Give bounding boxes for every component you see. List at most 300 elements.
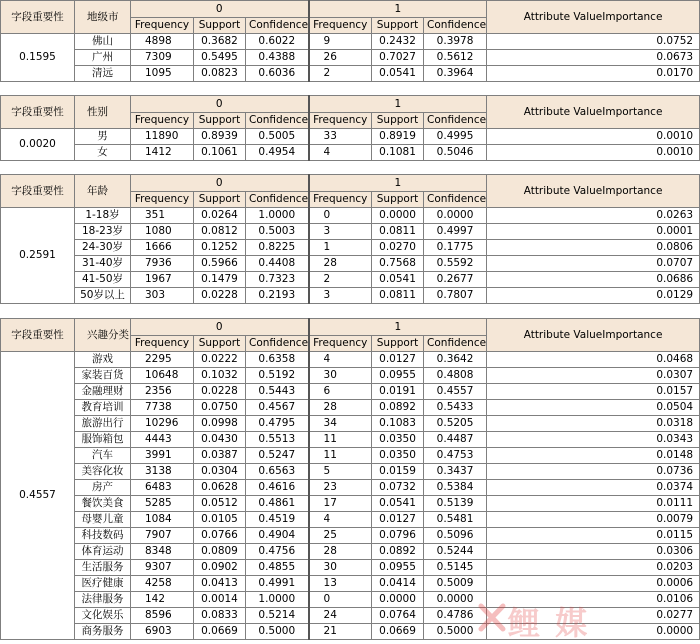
freq-1: 25 (309, 528, 372, 544)
category-label: 24-30岁 (75, 240, 131, 256)
confidence-0: 0.6036 (246, 66, 309, 82)
freq-1: 2 (309, 66, 372, 82)
frequency-header: Frequency (131, 192, 194, 208)
header-row (1, 319, 700, 336)
support-0: 0.0512 (194, 496, 246, 512)
support-0: 0.0766 (194, 528, 246, 544)
confidence-0: 0.4954 (246, 145, 309, 161)
freq-1: 3 (309, 224, 372, 240)
freq-1: 33 (309, 129, 372, 145)
support-0: 0.0628 (194, 480, 246, 496)
category-label: 50岁以上 (75, 288, 131, 304)
freq-0: 8596 (131, 608, 194, 624)
support-header: Support (194, 113, 246, 129)
support-1: 0.0669 (372, 624, 424, 640)
confidence-1: 0.5046 (424, 145, 487, 161)
attr-importance-value: 0.0111 (487, 496, 700, 512)
category-label: 家装百货 (75, 368, 131, 384)
freq-0: 3138 (131, 464, 194, 480)
support-0: 0.0014 (194, 592, 246, 608)
table-row (1, 560, 700, 576)
support-1: 0.0955 (372, 368, 424, 384)
freq-0: 2295 (131, 352, 194, 368)
confidence-1: 0.4753 (424, 448, 487, 464)
table-row (1, 368, 700, 384)
table-1 (0, 0, 700, 82)
support-1: 0.0892 (372, 544, 424, 560)
table-row (1, 576, 700, 592)
support-0: 0.0228 (194, 288, 246, 304)
freq-0: 7907 (131, 528, 194, 544)
attr-importance-header: Attribute ValueImportance (487, 96, 700, 129)
group-0-header: 0 (131, 96, 309, 113)
confidence-1: 0.5009 (424, 576, 487, 592)
freq-1: 4 (309, 145, 372, 161)
support-1: 0.0270 (372, 240, 424, 256)
table-row (1, 512, 700, 528)
confidence-0: 1.0000 (246, 592, 309, 608)
confidence-1: 0.2677 (424, 272, 487, 288)
freq-1: 13 (309, 576, 372, 592)
confidence-header: Confidence (246, 113, 309, 129)
freq-0: 1967 (131, 272, 194, 288)
confidence-0: 0.6358 (246, 352, 309, 368)
support-1: 0.0541 (372, 272, 424, 288)
support-1: 0.7027 (372, 50, 424, 66)
confidence-1: 0.1775 (424, 240, 487, 256)
attr-importance-value: 0.0673 (487, 50, 700, 66)
freq-0: 6483 (131, 480, 194, 496)
freq-0: 4443 (131, 432, 194, 448)
support-1: 0.0159 (372, 464, 424, 480)
support-header: Support (372, 336, 424, 352)
table-row (1, 145, 700, 161)
freq-0: 1084 (131, 512, 194, 528)
freq-1: 11 (309, 432, 372, 448)
table-row (1, 448, 700, 464)
frequency-header: Frequency (309, 192, 372, 208)
confidence-0: 0.4904 (246, 528, 309, 544)
attr-importance-value: 0.0106 (487, 592, 700, 608)
support-0: 0.0750 (194, 400, 246, 416)
group-1-header: 1 (309, 319, 487, 336)
table-3 (0, 174, 700, 304)
importance-header: 字段重要性 (1, 319, 75, 352)
support-1: 0.0892 (372, 400, 424, 416)
support-1: 0.0191 (372, 384, 424, 400)
attr-importance-value: 0.0170 (487, 66, 700, 82)
confidence-0: 0.4567 (246, 400, 309, 416)
support-0: 0.0833 (194, 608, 246, 624)
category-label: 旅游出行 (75, 416, 131, 432)
attr-importance-value: 0.0736 (487, 464, 700, 480)
header-row (1, 1, 700, 18)
category-label: 科技数码 (75, 528, 131, 544)
support-0: 0.3682 (194, 34, 246, 50)
table-row (1, 464, 700, 480)
support-0: 0.0812 (194, 224, 246, 240)
freq-0: 9307 (131, 560, 194, 576)
category-label: 31-40岁 (75, 256, 131, 272)
category-label: 法律服务 (75, 592, 131, 608)
freq-1: 5 (309, 464, 372, 480)
category-label: 18-23岁 (75, 224, 131, 240)
confidence-1: 0.5205 (424, 416, 487, 432)
support-1: 0.0127 (372, 512, 424, 528)
freq-0: 8348 (131, 544, 194, 560)
confidence-1: 0.4997 (424, 224, 487, 240)
category-label: 1-18岁 (75, 208, 131, 224)
confidence-1: 0.0000 (424, 208, 487, 224)
table-row (1, 432, 700, 448)
support-1: 0.0811 (372, 224, 424, 240)
confidence-1: 0.4557 (424, 384, 487, 400)
confidence-0: 0.4616 (246, 480, 309, 496)
freq-1: 9 (309, 34, 372, 50)
support-0: 0.1479 (194, 272, 246, 288)
confidence-1: 0.3964 (424, 66, 487, 82)
support-1: 0.2432 (372, 34, 424, 50)
confidence-0: 0.2193 (246, 288, 309, 304)
confidence-header: Confidence (424, 336, 487, 352)
freq-0: 7936 (131, 256, 194, 272)
freq-1: 30 (309, 368, 372, 384)
category-label: 女 (75, 145, 131, 161)
field-name-header: 兴趣分类 (75, 319, 131, 352)
header-row (1, 96, 700, 113)
category-label: 餐饮美食 (75, 496, 131, 512)
table-row (1, 50, 700, 66)
attr-importance-value: 0.0000 (487, 624, 700, 640)
support-1: 0.0350 (372, 448, 424, 464)
table-row (1, 129, 700, 145)
confidence-0: 1.0000 (246, 208, 309, 224)
confidence-1: 0.3642 (424, 352, 487, 368)
freq-0: 3991 (131, 448, 194, 464)
group-0-header: 0 (131, 1, 309, 18)
table-row (1, 224, 700, 240)
freq-1: 23 (309, 480, 372, 496)
confidence-1: 0.5592 (424, 256, 487, 272)
attr-importance-value: 0.0010 (487, 129, 700, 145)
support-1: 0.0764 (372, 608, 424, 624)
support-1: 0.0000 (372, 592, 424, 608)
table-row (1, 480, 700, 496)
attr-importance-value: 0.0468 (487, 352, 700, 368)
freq-0: 1666 (131, 240, 194, 256)
table-row (1, 34, 700, 50)
support-0: 0.0998 (194, 416, 246, 432)
attr-importance-value: 0.0374 (487, 480, 700, 496)
attr-importance-value: 0.0129 (487, 288, 700, 304)
confidence-0: 0.5247 (246, 448, 309, 464)
category-label: 金融理财 (75, 384, 131, 400)
attr-importance-value: 0.0001 (487, 224, 700, 240)
confidence-0: 0.5192 (246, 368, 309, 384)
confidence-1: 0.5612 (424, 50, 487, 66)
support-1: 0.0732 (372, 480, 424, 496)
table-row (1, 352, 700, 368)
confidence-0: 0.4855 (246, 560, 309, 576)
freq-0: 7309 (131, 50, 194, 66)
confidence-1: 0.3978 (424, 34, 487, 50)
attr-importance-value: 0.0343 (487, 432, 700, 448)
support-0: 0.0823 (194, 66, 246, 82)
support-0: 0.0413 (194, 576, 246, 592)
field-name-header: 地级市 (75, 1, 131, 34)
confidence-0: 0.4991 (246, 576, 309, 592)
confidence-0: 0.6022 (246, 34, 309, 50)
frequency-header: Frequency (131, 18, 194, 34)
attr-importance-value: 0.0707 (487, 256, 700, 272)
freq-0: 10296 (131, 416, 194, 432)
confidence-1: 0.5481 (424, 512, 487, 528)
freq-1: 0 (309, 592, 372, 608)
freq-1: 28 (309, 544, 372, 560)
freq-1: 2 (309, 272, 372, 288)
group-1-header: 1 (309, 96, 487, 113)
confidence-1: 0.4487 (424, 432, 487, 448)
confidence-header: Confidence (424, 18, 487, 34)
frequency-header: Frequency (131, 113, 194, 129)
table-row (1, 592, 700, 608)
confidence-1: 0.5000 (424, 624, 487, 640)
frequency-header: Frequency (131, 336, 194, 352)
field-name-header: 年龄 (75, 175, 131, 208)
attr-importance-value: 0.0079 (487, 512, 700, 528)
attr-importance-value: 0.0115 (487, 528, 700, 544)
support-0: 0.0105 (194, 512, 246, 528)
importance-header: 字段重要性 (1, 1, 75, 34)
attr-importance-value: 0.0306 (487, 544, 700, 560)
support-0: 0.0430 (194, 432, 246, 448)
freq-0: 4898 (131, 34, 194, 50)
support-1: 0.7568 (372, 256, 424, 272)
freq-0: 4258 (131, 576, 194, 592)
table-row (1, 544, 700, 560)
support-0: 0.1061 (194, 145, 246, 161)
category-label: 教育培训 (75, 400, 131, 416)
table-row (1, 608, 700, 624)
support-header: Support (194, 192, 246, 208)
category-label: 医疗健康 (75, 576, 131, 592)
confidence-header: Confidence (246, 192, 309, 208)
support-0: 0.0669 (194, 624, 246, 640)
support-0: 0.0387 (194, 448, 246, 464)
freq-1: 11 (309, 448, 372, 464)
confidence-0: 0.4388 (246, 50, 309, 66)
category-label: 汽车 (75, 448, 131, 464)
frequency-header: Frequency (309, 336, 372, 352)
confidence-header: Confidence (424, 113, 487, 129)
category-label: 41-50岁 (75, 272, 131, 288)
freq-0: 142 (131, 592, 194, 608)
category-label: 生活服务 (75, 560, 131, 576)
freq-1: 1 (309, 240, 372, 256)
category-label: 美容化妆 (75, 464, 131, 480)
confidence-0: 0.5003 (246, 224, 309, 240)
confidence-0: 0.4408 (246, 256, 309, 272)
confidence-1: 0.7807 (424, 288, 487, 304)
confidence-1: 0.5139 (424, 496, 487, 512)
table-row (1, 624, 700, 640)
freq-1: 28 (309, 400, 372, 416)
support-0: 0.0264 (194, 208, 246, 224)
category-label: 母婴儿童 (75, 512, 131, 528)
frequency-header: Frequency (309, 113, 372, 129)
table-row (1, 384, 700, 400)
table-row (1, 240, 700, 256)
attr-importance-value: 0.0806 (487, 240, 700, 256)
freq-0: 10648 (131, 368, 194, 384)
frequency-header: Frequency (309, 18, 372, 34)
confidence-0: 0.4861 (246, 496, 309, 512)
category-label: 文化娱乐 (75, 608, 131, 624)
freq-0: 303 (131, 288, 194, 304)
support-0: 0.0902 (194, 560, 246, 576)
support-header: Support (372, 113, 424, 129)
confidence-1: 0.5384 (424, 480, 487, 496)
header-row (1, 175, 700, 192)
category-label: 游戏 (75, 352, 131, 368)
freq-1: 3 (309, 288, 372, 304)
support-0: 0.1032 (194, 368, 246, 384)
confidence-1: 0.0000 (424, 592, 487, 608)
freq-0: 1080 (131, 224, 194, 240)
field-importance-value: 0.4557 (1, 352, 75, 640)
attr-importance-header: Attribute ValueImportance (487, 1, 700, 34)
freq-0: 5285 (131, 496, 194, 512)
support-0: 0.0809 (194, 544, 246, 560)
support-1: 0.0350 (372, 432, 424, 448)
support-1: 0.1083 (372, 416, 424, 432)
confidence-0: 0.4756 (246, 544, 309, 560)
freq-0: 1412 (131, 145, 194, 161)
freq-0: 1095 (131, 66, 194, 82)
freq-0: 351 (131, 208, 194, 224)
table-row (1, 400, 700, 416)
attr-importance-value: 0.0157 (487, 384, 700, 400)
support-1: 0.1081 (372, 145, 424, 161)
support-header: Support (372, 18, 424, 34)
attr-importance-value: 0.0203 (487, 560, 700, 576)
category-label: 佛山 (75, 34, 131, 50)
group-0-header: 0 (131, 175, 309, 192)
freq-1: 4 (309, 512, 372, 528)
attr-importance-value: 0.0307 (487, 368, 700, 384)
confidence-1: 0.4995 (424, 129, 487, 145)
confidence-header: Confidence (246, 18, 309, 34)
attr-importance-value: 0.0263 (487, 208, 700, 224)
attr-importance-header: Attribute ValueImportance (487, 319, 700, 352)
confidence-0: 0.4519 (246, 512, 309, 528)
support-1: 0.0541 (372, 66, 424, 82)
group-1-header: 1 (309, 175, 487, 192)
table-row (1, 416, 700, 432)
table-row (1, 288, 700, 304)
attr-importance-value: 0.0504 (487, 400, 700, 416)
confidence-0: 0.6563 (246, 464, 309, 480)
confidence-0: 0.5000 (246, 624, 309, 640)
confidence-0: 0.5513 (246, 432, 309, 448)
confidence-0: 0.7323 (246, 272, 309, 288)
confidence-1: 0.5244 (424, 544, 487, 560)
watermark-text: 鲤 媒 (508, 604, 590, 642)
category-label: 体育运动 (75, 544, 131, 560)
importance-header: 字段重要性 (1, 175, 75, 208)
importance-header: 字段重要性 (1, 96, 75, 129)
support-0: 0.1252 (194, 240, 246, 256)
confidence-1: 0.5096 (424, 528, 487, 544)
support-header: Support (194, 18, 246, 34)
freq-0: 6903 (131, 624, 194, 640)
support-header: Support (372, 192, 424, 208)
confidence-header: Confidence (246, 336, 309, 352)
table-row (1, 208, 700, 224)
field-name-header: 性别 (75, 96, 131, 129)
support-1: 0.8919 (372, 129, 424, 145)
table-2 (0, 95, 700, 161)
support-1: 0.0811 (372, 288, 424, 304)
confidence-1: 0.3437 (424, 464, 487, 480)
category-label: 商务服务 (75, 624, 131, 640)
group-1-header: 1 (309, 1, 487, 18)
support-1: 0.0955 (372, 560, 424, 576)
freq-1: 0 (309, 208, 372, 224)
attr-importance-value: 0.0006 (487, 576, 700, 592)
attr-importance-value: 0.0277 (487, 608, 700, 624)
support-header: Support (194, 336, 246, 352)
confidence-0: 0.4795 (246, 416, 309, 432)
category-label: 广州 (75, 50, 131, 66)
support-1: 0.0127 (372, 352, 424, 368)
freq-1: 26 (309, 50, 372, 66)
support-0: 0.0228 (194, 384, 246, 400)
attr-importance-value: 0.0010 (487, 145, 700, 161)
category-label: 清远 (75, 66, 131, 82)
freq-1: 34 (309, 416, 372, 432)
support-1: 0.0796 (372, 528, 424, 544)
field-importance-value: 0.0020 (1, 129, 75, 161)
freq-1: 6 (309, 384, 372, 400)
support-0: 0.5966 (194, 256, 246, 272)
freq-1: 17 (309, 496, 372, 512)
table-row (1, 272, 700, 288)
support-1: 0.0541 (372, 496, 424, 512)
attr-importance-value: 0.0686 (487, 272, 700, 288)
confidence-0: 0.5443 (246, 384, 309, 400)
table-4 (0, 318, 700, 640)
attr-importance-value: 0.0318 (487, 416, 700, 432)
freq-0: 7738 (131, 400, 194, 416)
field-importance-value: 0.2591 (1, 208, 75, 304)
category-label: 男 (75, 129, 131, 145)
freq-1: 30 (309, 560, 372, 576)
confidence-header: Confidence (424, 192, 487, 208)
table-row (1, 66, 700, 82)
table-row (1, 256, 700, 272)
freq-0: 2356 (131, 384, 194, 400)
freq-1: 4 (309, 352, 372, 368)
table-row (1, 496, 700, 512)
attr-importance-header: Attribute ValueImportance (487, 175, 700, 208)
freq-1: 28 (309, 256, 372, 272)
freq-0: 11890 (131, 129, 194, 145)
support-1: 0.0000 (372, 208, 424, 224)
confidence-0: 0.5214 (246, 608, 309, 624)
attr-importance-value: 0.0752 (487, 34, 700, 50)
support-0: 0.8939 (194, 129, 246, 145)
